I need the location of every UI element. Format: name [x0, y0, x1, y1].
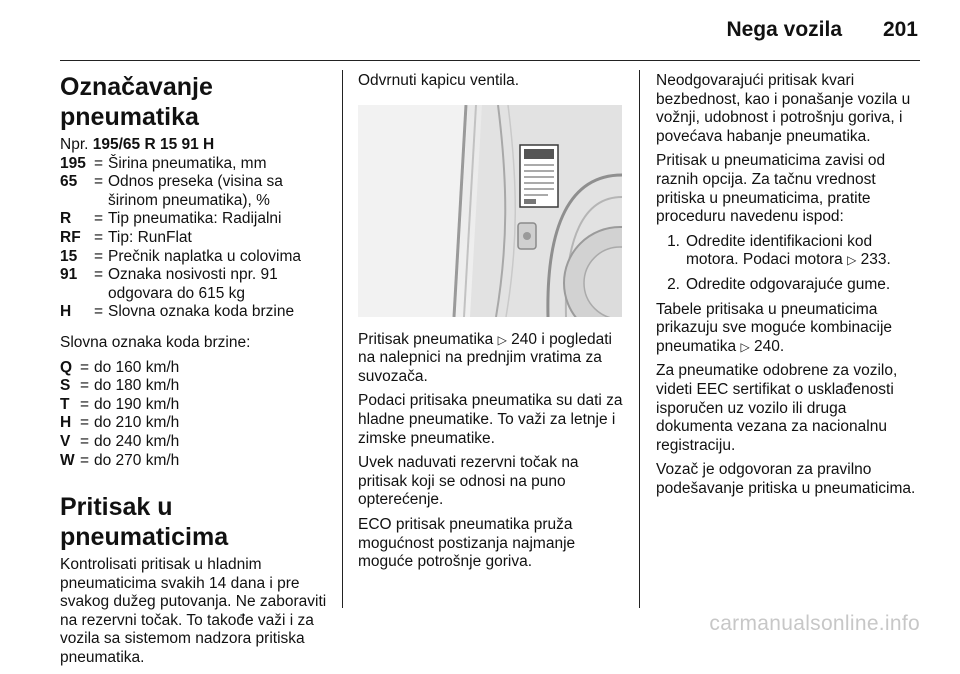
speed-value: do 270 km/h: [94, 451, 180, 469]
paragraph: [358, 331, 630, 387]
watermark: carmanualsonline.info: [709, 612, 920, 635]
column-2: [358, 72, 630, 578]
definition-key: R: [60, 210, 72, 228]
column-divider-2: [639, 70, 640, 608]
definition-key: 15: [60, 247, 78, 265]
definition-value: Tip: RunFlat: [108, 228, 192, 246]
header-title: Nega vozila: [726, 18, 842, 41]
speed-value: do 210 km/h: [94, 414, 180, 432]
tire-pressure-label-illustration: [358, 105, 622, 317]
example-code: 195/65 R 15 91 H: [92, 136, 215, 153]
speed-equals: =: [80, 377, 90, 395]
speed-row: [60, 452, 330, 471]
text-run: .: [886, 251, 891, 269]
list-item: [656, 233, 926, 270]
definition-equals: =: [94, 154, 104, 172]
column-1: [60, 72, 330, 674]
definition-list: [60, 155, 330, 322]
page-reference[interactable]: 240: [511, 330, 537, 348]
definition-row: [60, 173, 330, 210]
section-heading-tire-pressure: Pritisak u pneumaticima: [60, 493, 229, 552]
definition-value: Slovna oznaka koda brzine: [108, 303, 295, 321]
definition-equals: =: [94, 266, 104, 284]
example-line: [60, 136, 330, 155]
definition-key: 91: [60, 266, 78, 284]
list-number: 1.: [667, 232, 680, 250]
speed-list: [60, 359, 330, 471]
speed-row: [60, 433, 330, 452]
definition-row: [60, 210, 330, 229]
definition-value: Tip pneumatika: Radijalni: [108, 210, 282, 228]
definition-row: [60, 229, 330, 248]
paragraph: Podaci pritisaka pneumatika su dati za hladne pneumatike. To važi za letnje i zimske pneumatike.: [358, 392, 623, 447]
definition-equals: =: [94, 303, 104, 321]
speed-row: [60, 414, 330, 433]
definition-equals: =: [94, 228, 104, 246]
definition-row: [60, 266, 330, 303]
paragraph: Za pneumatike odobrene za vozilo, videti EEC sertifikat o usklađenosti isporučen uz vozilo ili druga dokumenta vezana za nacionalnu registraciju.: [656, 362, 898, 454]
text-run: .: [779, 337, 785, 355]
list-item: [656, 276, 926, 295]
chevron-right-icon: ▷: [847, 253, 857, 268]
page-reference[interactable]: 233: [860, 251, 887, 269]
paragraph: Kontrolisati pritisak u hladnim pneumaticima svakih 14 dana i pre svakog dužeg putovanja. Ne zaboraviti na rezervni točak. To takođe važi i za vozila sa sistemom nadzora pritiska pneumatika.: [60, 556, 327, 667]
section-heading-tire-marking: Označavanje pneumatika: [60, 73, 213, 131]
text-run: i pogledati na nalepnici na prednjim vratima za suvozača.: [358, 330, 612, 385]
list-number: 2.: [667, 275, 680, 293]
definition-value: Odnos preseka (visina sa širinom pneumatika), %: [108, 173, 283, 209]
chevron-right-icon: ▷: [497, 332, 507, 347]
definition-value: Oznaka nosivosti npr. 91 odgovara do 615 kg: [108, 266, 278, 302]
paragraph: Vozač je odgovoran za pravilno podešavanje pritiska u pneumaticima.: [656, 461, 916, 497]
speed-equals: =: [80, 358, 90, 376]
speed-row: [60, 377, 330, 396]
speed-value: do 160 km/h: [94, 358, 180, 376]
speed-equals: =: [80, 414, 90, 432]
definition-key: 195: [60, 154, 86, 172]
paragraph: Uvek naduvati rezervni točak na pritisak koji se odnosi na puno opterećenje.: [358, 454, 579, 509]
paragraph: [656, 301, 926, 357]
definition-key: RF: [60, 228, 81, 246]
definition-key: H: [60, 303, 72, 321]
column-3: [656, 72, 926, 504]
header-divider: [60, 60, 920, 61]
speed-key: W: [60, 451, 75, 469]
speed-intro: Slovna oznaka koda brzine:: [60, 333, 251, 351]
speed-key: H: [60, 414, 72, 432]
page-number: 201: [882, 18, 918, 41]
definition-equals: =: [94, 247, 104, 265]
paragraph: Pritisak u pneumaticima zavisi od raznih opcija. Za tačnu vrednost pritiska u pneumaticima, pratite proceduru navedenu ispod:: [656, 152, 886, 226]
definition-value: Širina pneumatika, mm: [108, 154, 267, 172]
door-frame-illustration: [358, 105, 622, 317]
list-text: Odredite odgovarajuće gume.: [686, 275, 891, 293]
definition-equals: =: [94, 173, 104, 191]
definition-row: [60, 303, 330, 322]
definition-equals: =: [94, 210, 104, 228]
list-text: [686, 233, 926, 270]
paragraph: Odvrnuti kapicu ventila.: [358, 72, 520, 89]
column-divider-1: [342, 70, 343, 608]
speed-key: Q: [60, 358, 73, 376]
speed-equals: =: [80, 395, 90, 413]
speed-key: S: [60, 377, 71, 395]
speed-value: do 180 km/h: [94, 377, 180, 395]
definition-value: Prečnik naplatka u colovima: [108, 247, 301, 265]
speed-key: T: [60, 395, 70, 413]
speed-row: [60, 359, 330, 378]
definition-row: [60, 248, 330, 267]
page-reference[interactable]: 240: [754, 337, 780, 355]
text-run: Odredite identifikacioni kod motora. Podaci motora: [686, 232, 873, 269]
speed-value: do 190 km/h: [94, 395, 180, 413]
definition-key: 65: [60, 173, 78, 191]
text-run: Tabele pritisaka u pneumaticima prikazuju sve moguće kombinacije pneumatika: [656, 300, 893, 355]
speed-row: [60, 396, 330, 415]
paragraph: ECO pritisak pneumatika pruža mogućnost postizanja najmanje moguće potrošnje goriva.: [358, 515, 576, 571]
example-prefix: Npr.: [60, 136, 89, 153]
paragraph: Neodgovarajući pritisak kvari bezbednost, kao i ponašanje vozila u vožnji, udobnost i potrošnju goriva, i povećava habanje pneumatika.: [656, 72, 911, 145]
speed-value: do 240 km/h: [94, 432, 180, 450]
speed-equals: =: [80, 432, 90, 450]
chevron-right-icon: ▷: [740, 339, 750, 354]
speed-key: V: [60, 432, 71, 450]
text-run: Pritisak pneumatika: [358, 330, 494, 348]
definition-row: [60, 155, 330, 174]
speed-equals: =: [80, 451, 90, 469]
